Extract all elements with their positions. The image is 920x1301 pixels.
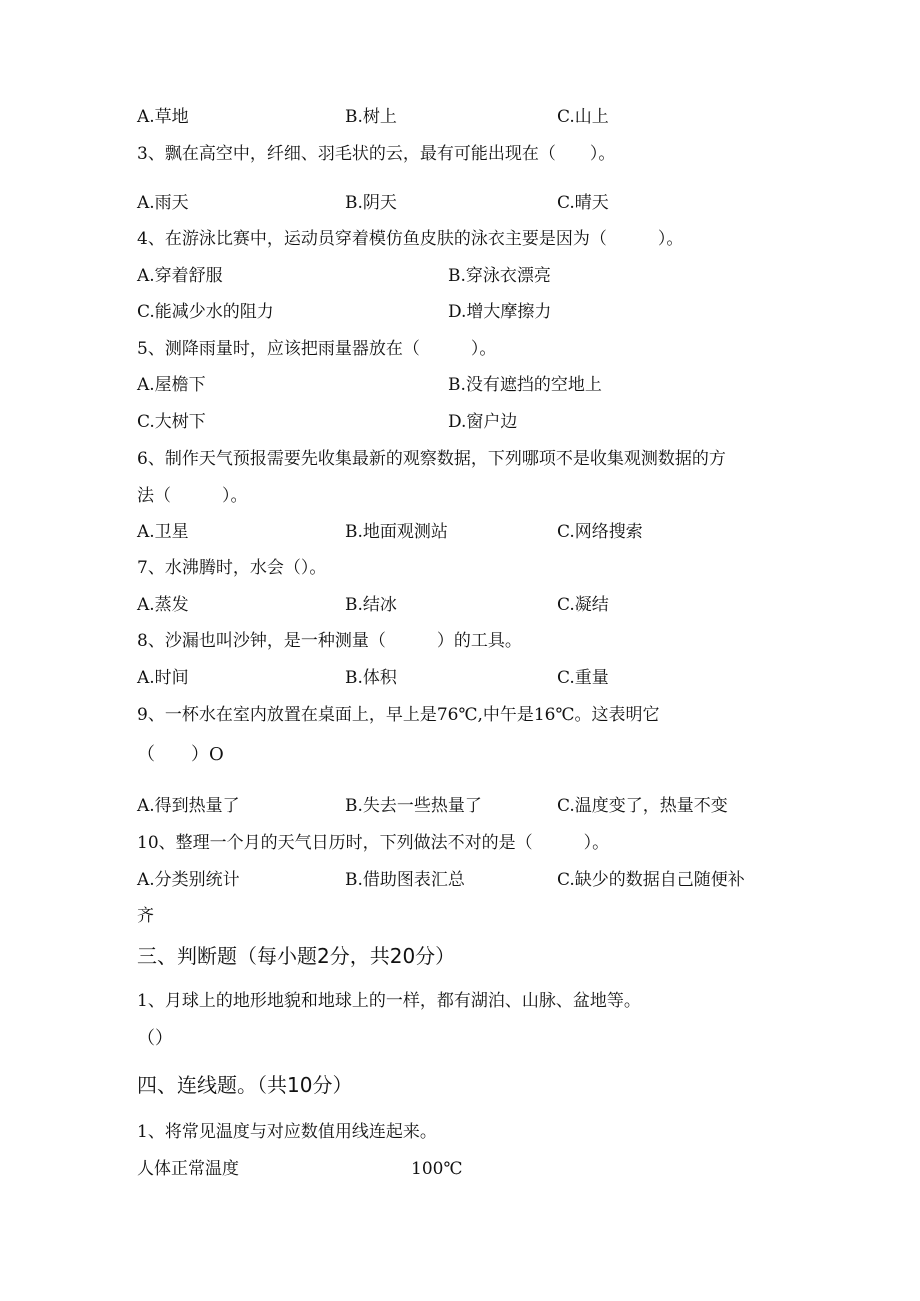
- q6-stem-line1: 6、制作天气预报需要先收集最新的观察数据，下列哪项不是收集观测数据的方: [137, 449, 726, 469]
- match-left-item: 人体正常温度: [137, 1159, 239, 1179]
- match-right-item: 100℃: [411, 1159, 463, 1179]
- q7-option-b: B.结冰: [345, 595, 397, 615]
- q3-option-c: C.晴天: [557, 193, 609, 213]
- q8-option-b: B.体积: [345, 668, 397, 688]
- q8-option-c: C.重量: [557, 668, 609, 688]
- q5-option-a: A.屋檐下: [137, 375, 206, 395]
- q10-option-c-overflow: 齐: [137, 906, 154, 926]
- q5-option-b: B.没有遮挡的空地上: [448, 375, 602, 395]
- q7-option-a: A.蒸发: [137, 595, 189, 615]
- section3-q1: 1、月球上的地形地貌和地球上的一样，都有湖泊、山脉、盆地等。: [137, 991, 641, 1011]
- section3-q1-blank: （）: [137, 1028, 173, 1049]
- q3-stem: 3、飘在高空中，纤细、羽毛状的云，最有可能出现在（ ）。: [137, 144, 616, 164]
- q5-option-d: D.窗户边: [448, 412, 518, 432]
- q7-option-c: C.凝结: [557, 595, 609, 615]
- q6-option-b: B.地面观测站: [345, 522, 448, 542]
- q2-option-b: B.树上: [345, 107, 397, 127]
- section3-title: 三、判断题（每小题2分，共20分）: [137, 944, 456, 968]
- q9-stem-line2: （ ）O: [137, 744, 224, 765]
- q10-stem: 10、整理一个月的天气日历时，下列做法不对的是（ ）。: [137, 833, 610, 853]
- q6-option-c: C.网络搜索: [557, 522, 643, 542]
- q4-option-a: A.穿着舒服: [137, 266, 223, 286]
- q4-option-c: C.能减少水的阻力: [137, 302, 274, 322]
- q2-option-c: C.山上: [557, 107, 609, 127]
- q3-option-a: A.雨天: [137, 193, 189, 213]
- q9-option-b: B.失去一些热量了: [345, 796, 482, 816]
- q3-option-b: B.阴天: [345, 193, 397, 213]
- q9-option-a: A.得到热量了: [137, 796, 240, 816]
- q7-stem: 7、水沸腾时，水会（）。: [137, 558, 327, 578]
- q5-option-c: C.大树下: [137, 412, 206, 432]
- section4-q1: 1、将常见温度与对应数值用线连起来。: [137, 1122, 437, 1142]
- q9-option-c: C.温度变了，热量不变: [557, 796, 728, 816]
- q4-option-b: B.穿泳衣漂亮: [448, 266, 551, 286]
- q6-stem-line2: 法（ ）。: [137, 486, 248, 506]
- q4-option-d: D.增大摩擦力: [448, 302, 552, 322]
- q8-stem: 8、沙漏也叫沙钟，是一种测量（ ）的工具。: [137, 631, 522, 651]
- q2-option-a: A.草地: [137, 107, 189, 127]
- q10-option-c: C.缺少的数据自己随便补: [557, 870, 745, 890]
- q10-option-b: B.借助图表汇总: [345, 870, 465, 890]
- q8-option-a: A.时间: [137, 668, 189, 688]
- q4-stem: 4、在游泳比赛中，运动员穿着模仿鱼皮肤的泳衣主要是因为（ ）。: [137, 229, 684, 249]
- q10-option-a: A.分类别统计: [137, 870, 240, 890]
- section4-title: 四、连线题。（共10分）: [137, 1073, 353, 1097]
- q9-stem-line1: 9、一杯水在室内放置在桌面上，早上是76℃,中午是16℃。这表明它: [137, 705, 660, 725]
- q6-option-a: A.卫星: [137, 522, 189, 542]
- q5-stem: 5、测降雨量时，应该把雨量器放在（ ）。: [137, 339, 497, 359]
